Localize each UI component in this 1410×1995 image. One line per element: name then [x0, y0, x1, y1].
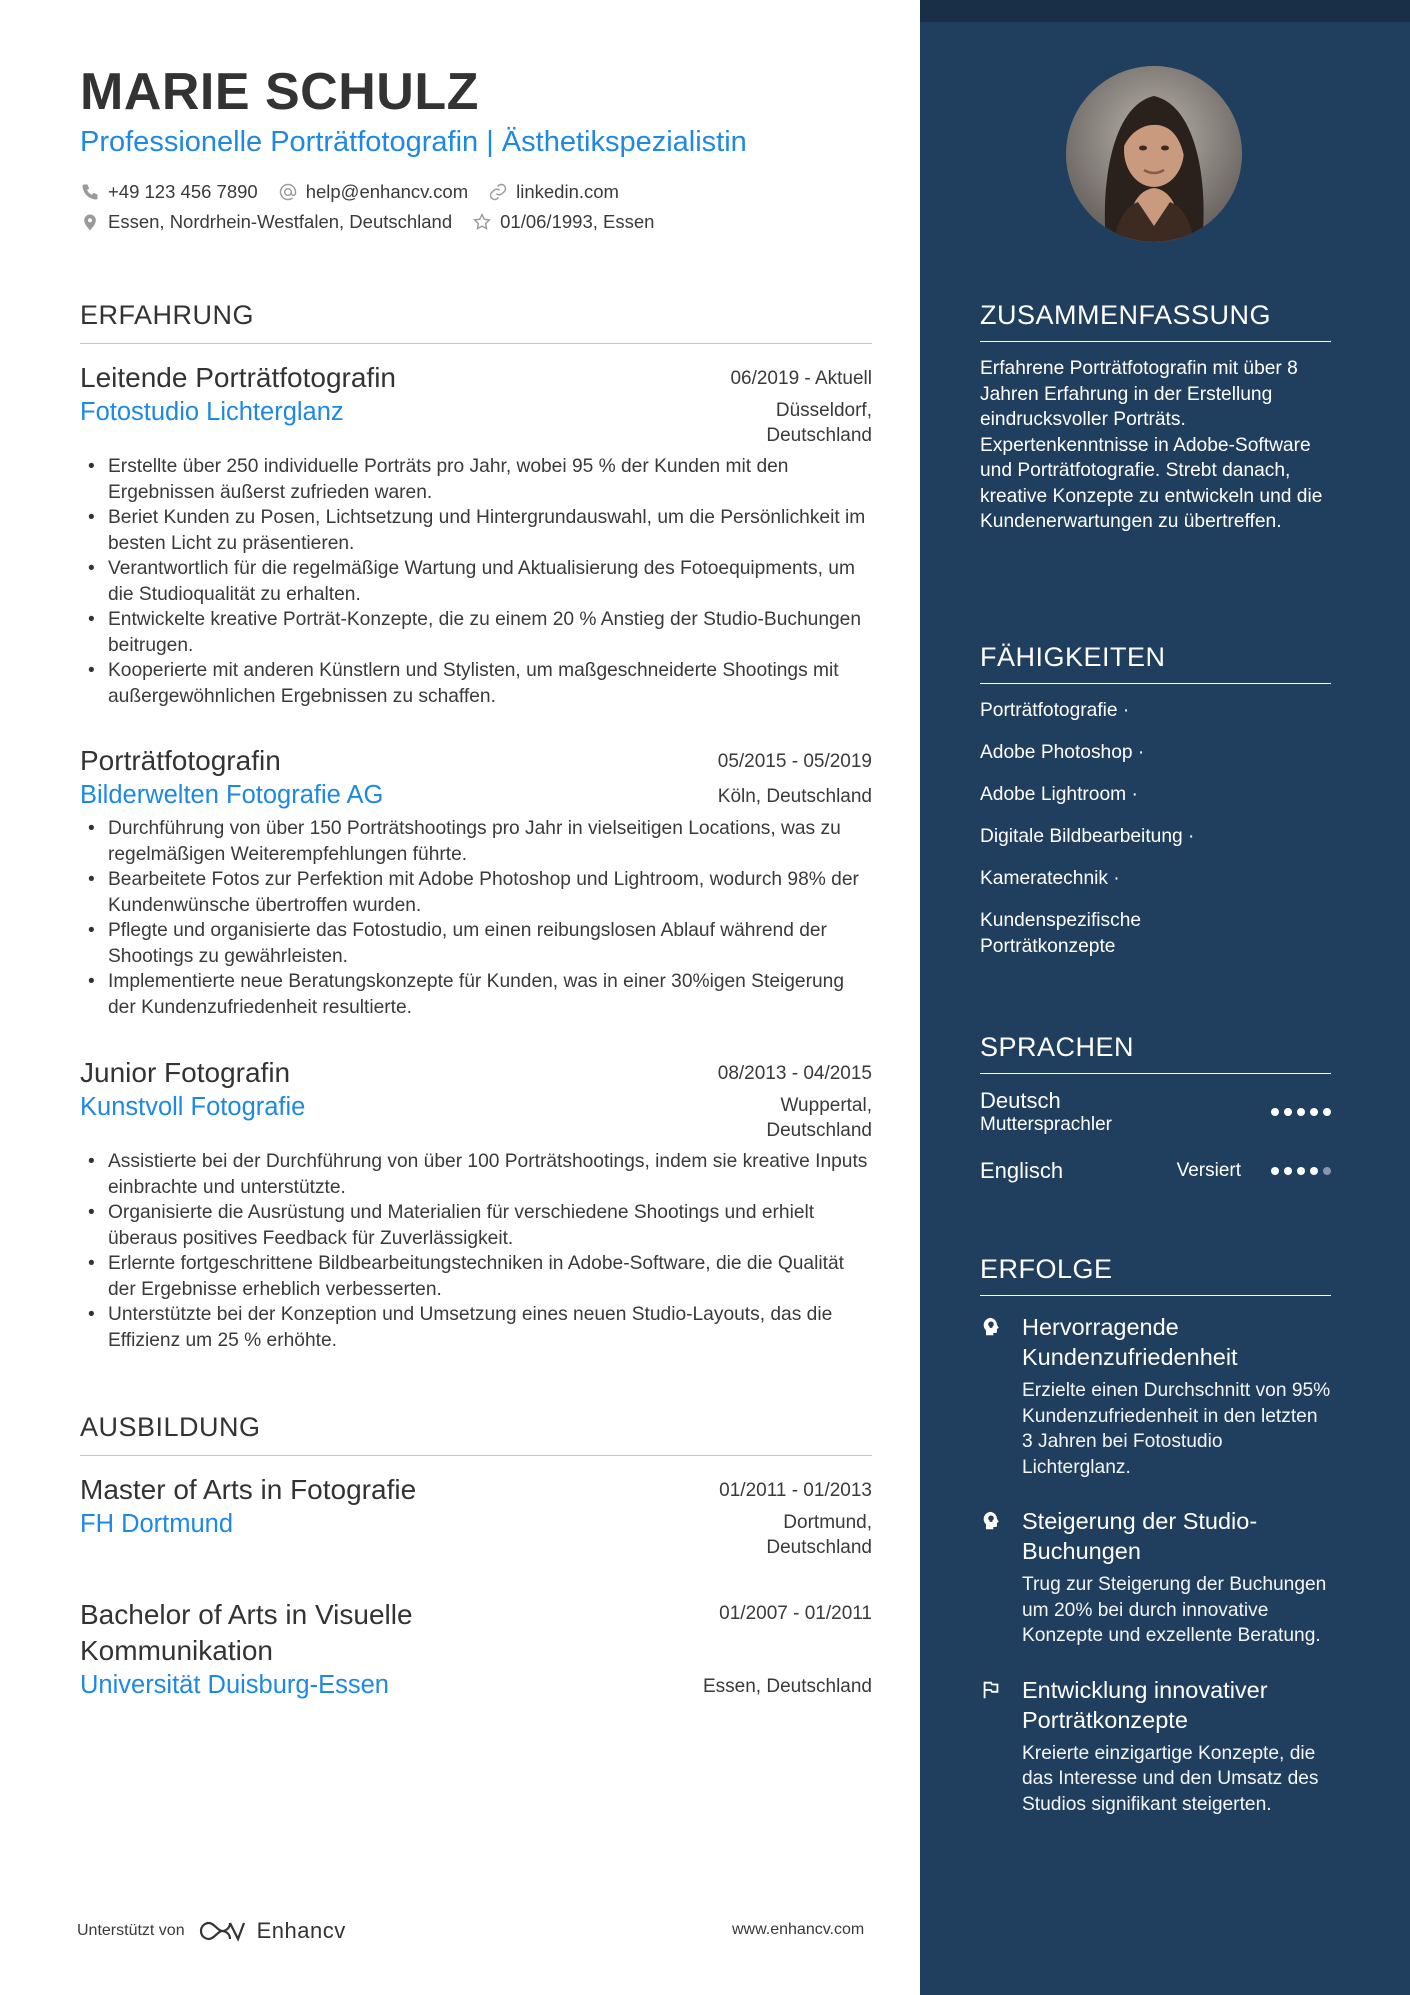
- achievements-section-title: ERFOLGE: [980, 1254, 1331, 1296]
- skills-list: [980, 698, 1331, 959]
- job-company: Bilderwelten Fotografie AG: [80, 781, 384, 809]
- portrait-avatar-icon: [1066, 66, 1242, 242]
- job-entry: [80, 362, 872, 709]
- job-title: Leitende Porträtfotografin: [80, 362, 396, 393]
- bullet: • Organisierte die Ausrüstung und Materialien für verschiedene Shootings und erhielt überaus positives Feedback für Zuverlässigkeit.: [80, 1200, 872, 1251]
- degree-title: [80, 1597, 413, 1669]
- enhancv-logo-icon: [197, 1918, 247, 1944]
- job-location: [718, 784, 872, 809]
- contact-row-1: [80, 181, 639, 203]
- degree-title-line: Bachelor of Arts in Visuelle: [80, 1599, 413, 1630]
- email-text[interactable]: help@enhancv.com: [305, 181, 469, 202]
- bullet: • Entwickelte kreative Porträt-Konzepte, die zu einem 20 % Anstieg der Studio-Buchungen beitrugen.: [80, 607, 872, 658]
- phone-text: +49 123 456 7890: [108, 181, 258, 202]
- achievement-item: [980, 1675, 1331, 1818]
- dot-filled: [1284, 1108, 1292, 1116]
- dot-filled: [1297, 1108, 1305, 1116]
- job-title: Junior Fotografin: [80, 1057, 291, 1088]
- achievement-desc: Erzielte einen Durchschnitt von 95% Kundenzufriedenheit in den letzten 3 Jahren bei Fotostudio Lichterglanz.: [1022, 1380, 1331, 1478]
- language-name: Deutsch: [980, 1088, 1061, 1113]
- job-title: Porträtfotografin: [80, 745, 281, 776]
- summary-section: [980, 300, 1331, 535]
- language-item: [980, 1158, 1331, 1184]
- achievement-desc: Kreierte einzigartige Konzepte, die das Interesse und den Umsatz des Studios signifikant steigerten.: [1022, 1742, 1319, 1815]
- job-location-line: Deutschland: [766, 1120, 872, 1141]
- education-date: 01/2007 - 01/2011: [719, 1603, 872, 1624]
- achievement-item: [980, 1312, 1331, 1480]
- bullet: • Beriet Kunden zu Posen, Lichtsetzung und Hintergrundauswahl, um die Persönlichkeit im besten Licht zu präsentieren.: [80, 505, 872, 556]
- education-location-line: Dortmund,: [783, 1512, 872, 1533]
- education-location-line: Essen, Deutschland: [703, 1676, 872, 1697]
- job-entry: [80, 745, 872, 1020]
- star-icon: [472, 212, 492, 232]
- job-location: [766, 1093, 872, 1143]
- dot-filled: [1297, 1167, 1305, 1175]
- language-level: Muttersprachler: [980, 1114, 1112, 1135]
- school-name: Universität Duisburg-Essen: [80, 1671, 389, 1699]
- job-date: 08/2013 - 04/2015: [717, 1063, 872, 1084]
- job-location-line: Düsseldorf,: [775, 400, 872, 421]
- degree-title: Master of Arts in Fotografie: [80, 1474, 417, 1505]
- dot-filled: [1323, 1108, 1331, 1116]
- linkedin-item[interactable]: [488, 181, 619, 203]
- bullet: • Erstellte über 250 individuelle Porträts pro Jahr, wobei 95 % der Kunden mit den Ergebnissen äußerst zufrieden waren.: [80, 454, 872, 505]
- job-location-line: Deutschland: [766, 425, 872, 446]
- skill-item: Kameratechnik ·: [980, 868, 1120, 889]
- job-location: [766, 398, 872, 448]
- bullet: • Durchführung von über 150 Porträtshootings pro Jahr in vielseitigen Locations, was zu regelmäßigen Weiterempfehlungen führte.: [80, 816, 872, 867]
- languages-section-title: SPRACHEN: [980, 1032, 1331, 1074]
- language-proficiency-dots: [1271, 1108, 1331, 1116]
- job-bullets: [80, 454, 872, 709]
- sidebar-top-bar: [920, 0, 1410, 22]
- linkedin-text[interactable]: linkedin.com: [516, 181, 619, 202]
- job-bullets: [80, 1149, 872, 1353]
- bullet: • Assistierte bei der Durchführung von über 100 Porträtshootings, indem sie kreative Inputs einbrachte und unterstützte.: [80, 1149, 872, 1200]
- experience-section-title: ERFAHRUNG: [80, 300, 872, 344]
- enhancv-brand-name: Enhancv: [256, 1918, 346, 1943]
- language-proficiency-dots: [1271, 1167, 1331, 1175]
- skills-section: [980, 642, 1331, 976]
- powered-by-text: Unterstützt von: [77, 1922, 185, 1939]
- dot-filled: [1310, 1167, 1318, 1175]
- education-location: [703, 1674, 872, 1699]
- language-name: Englisch: [980, 1158, 1064, 1183]
- education-location: [766, 1510, 872, 1560]
- summary-text: Erfahrene Porträtfotografin mit über 8 Jahren Erfahrung in der Erstellung eindrucksvoller Porträts. Expertenkenntnisse in Adobe-Software und Porträtfotografie. Strebt danach, kreative Konzepte zu entwickeln und die Kundenerwartungen zu übertreffen.: [980, 358, 1323, 532]
- achievement-title: Entwicklung innovativer Porträtkonzepte: [1022, 1676, 1268, 1733]
- skill-item: Adobe Lightroom ·: [980, 784, 1138, 805]
- job-date: 06/2019 - Aktuell: [730, 368, 872, 389]
- languages-section: [980, 1032, 1331, 1184]
- achievements-section: [980, 1254, 1331, 1843]
- bullet: • Implementierte neue Beratungskonzepte für Kunden, was in einer 30%igen Steigerung der Kundenzufriedenheit resultierte.: [80, 969, 872, 1020]
- job-entry: [80, 1057, 872, 1353]
- email-item[interactable]: [278, 181, 468, 203]
- bullet: • Erlernte fortgeschrittene Bildbearbeitungstechniken in Adobe-Software, die die Qualität der Ergebnisse erheblich verbesserten.: [80, 1251, 872, 1302]
- skill-item: Kundenspezifische Porträtkonzepte: [980, 910, 1142, 957]
- job-location-line: Wuppertal,: [780, 1095, 872, 1116]
- lightbulb-head-icon: [980, 1316, 1002, 1338]
- contact-row-2: [80, 211, 674, 233]
- dot-filled: [1271, 1167, 1279, 1175]
- bullet: • Verantwortlich für die regelmäßige Wartung und Aktualisierung des Fotoequipments, um die Studioqualität zu erhalten.: [80, 556, 872, 607]
- education-date: 01/2011 - 01/2013: [719, 1480, 872, 1501]
- dot-empty: [1323, 1167, 1331, 1175]
- bullet: • Unterstützte bei der Konzeption und Umsetzung eines neuen Studio-Layouts, das die Effizienz um 25 % erhöhte.: [80, 1302, 872, 1353]
- link-icon: [488, 182, 508, 202]
- footer-branding: [77, 1918, 346, 1944]
- skill-item: Digitale Bildbearbeitung ·: [980, 826, 1195, 847]
- flag-icon: [980, 1679, 1002, 1701]
- skill-item: Adobe Photoshop ·: [980, 742, 1145, 763]
- birth-text: 01/06/1993, Essen: [500, 211, 655, 232]
- education-entry: [80, 1474, 872, 1560]
- profile-photo: [1066, 66, 1242, 242]
- dot-filled: [1310, 1108, 1318, 1116]
- skills-section-title: FÄHIGKEITEN: [980, 642, 1331, 684]
- location-item: [80, 211, 452, 233]
- education-location-line: Deutschland: [766, 1537, 872, 1558]
- education-section-title: AUSBILDUNG: [80, 1412, 872, 1456]
- phone-item: [80, 181, 258, 203]
- achievements-list: [980, 1312, 1331, 1817]
- job-location-line: Köln, Deutschland: [717, 786, 872, 807]
- language-item: [980, 1088, 1331, 1136]
- bullet: • Pflegte und organisierte das Fotostudio, um einen reibungslosen Ablauf während der Shootings zu gewährleisten.: [80, 918, 872, 969]
- lightbulb-head-icon: [980, 1510, 1002, 1532]
- candidate-name: MARIE SCHULZ: [80, 63, 479, 121]
- dot-filled: [1284, 1167, 1292, 1175]
- skill-item: Porträtfotografie ·: [980, 700, 1130, 721]
- job-bullets: [80, 816, 872, 1020]
- achievement-title: Hervorragende Kundenzufriedenheit: [1022, 1314, 1238, 1370]
- candidate-headline: Professionelle Porträtfotografin | Ästhetikspezialistin: [80, 126, 747, 158]
- achievement-item: [980, 1506, 1331, 1649]
- bullet: • Kooperierte mit anderen Künstlern und Stylisten, um maßgeschneiderte Shootings mit außergewöhnlichen Ergebnissen zu schaffen.: [80, 658, 872, 709]
- at-icon: [278, 182, 298, 202]
- education-entry: [80, 1597, 872, 1700]
- degree-title-line: Kommunikation: [80, 1635, 273, 1666]
- phone-icon: [80, 182, 100, 202]
- birth-item: [472, 211, 654, 233]
- achievement-desc: Trug zur Steigerung der Buchungen um 20% bei durch innovative Konzepte und exzellente Beratung.: [1022, 1574, 1327, 1646]
- location-text: Essen, Nordrhein-Westfalen, Deutschland: [108, 211, 453, 232]
- job-company: Kunstvoll Fotografie: [80, 1093, 306, 1121]
- footer-url[interactable]: www.enhancv.com: [732, 1921, 865, 1938]
- school-name: FH Dortmund: [80, 1510, 234, 1538]
- job-date: 05/2015 - 05/2019: [717, 751, 872, 772]
- job-company: Fotostudio Lichterglanz: [80, 398, 344, 426]
- achievement-title: Steigerung der Studio-Buchungen: [1022, 1508, 1258, 1564]
- language-level: Versiert: [1176, 1160, 1241, 1181]
- summary-section-title: ZUSAMMENFASSUNG: [980, 300, 1331, 342]
- dot-filled: [1271, 1108, 1279, 1116]
- bullet: • Bearbeitete Fotos zur Perfektion mit Adobe Photoshop und Lightroom, wodurch 98% der Kundenwünsche übertroffen wurden.: [80, 867, 872, 918]
- location-pin-icon: [80, 212, 100, 232]
